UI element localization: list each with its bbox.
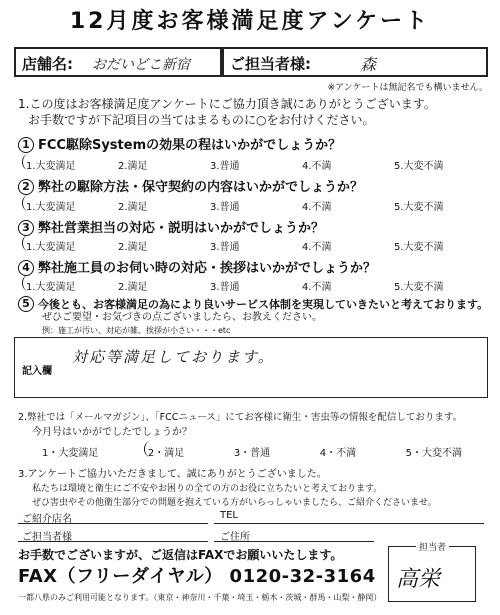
q2-option-2[interactable]: 2.満足 bbox=[118, 202, 148, 213]
s2-option-5[interactable]: 5・大変不満 bbox=[405, 448, 462, 459]
referral-staff-line[interactable] bbox=[18, 541, 208, 542]
q2-option-5[interactable]: 5.大変不満 bbox=[394, 202, 444, 213]
section-2-line-2: 今月号はいかがでしたでしょうか？ bbox=[32, 427, 192, 438]
fax-area-note: 一都八県のみご利用可能となります。（東京・神奈川・千葉・埼玉・栃木・茨城・群馬・山梨・静岡） bbox=[18, 593, 382, 602]
question-4-text: 弊社施工員のお伺い時の対応・挨拶はいかがでしょうか？ bbox=[38, 261, 377, 276]
store-name-label: 店舗名: bbox=[22, 55, 73, 73]
question-5-number: 5 bbox=[18, 296, 34, 312]
question-2-options bbox=[26, 198, 486, 213]
closing-text bbox=[18, 468, 437, 510]
intro-line-2: お手数ですが下記項目の当てはまるものに○をお付けください。 bbox=[28, 113, 375, 127]
referral-address-line[interactable] bbox=[214, 541, 374, 542]
question-1 bbox=[18, 134, 341, 153]
q1-option-3[interactable]: 3.普通 bbox=[210, 161, 240, 172]
comment-label: 記入欄 bbox=[22, 366, 52, 377]
q2-option-4[interactable]: 4.不満 bbox=[302, 202, 332, 213]
section-2-options bbox=[42, 444, 462, 459]
s2-option-2[interactable]: 2・満足 bbox=[148, 444, 184, 459]
section-2-line-1: 2.弊社では「メールマガジン」、「FCCニュース」にてお客様に衛生・害虫等の情報を配信しております。 bbox=[18, 412, 463, 423]
s2-option-1[interactable]: 1・大変満足 bbox=[42, 448, 99, 459]
q4-option-5[interactable]: 5.大変不満 bbox=[394, 282, 444, 293]
intro-text bbox=[18, 96, 436, 128]
question-5-example: 例：施工が汚い、対応が雑、挨拶が小さい・・・etc bbox=[42, 326, 231, 335]
q4-option-4[interactable]: 4.不満 bbox=[302, 282, 332, 293]
closing-line-3: ぜひ害虫やその他衛生部分での問題を抱えている方がいらっしゃいましたら、ご紹介くださいませ。 bbox=[32, 498, 437, 508]
q3-option-5[interactable]: 5.大変不満 bbox=[394, 242, 444, 253]
referral-name-label: ご紹介店名 bbox=[22, 514, 72, 525]
s2-option-4[interactable]: 4・不満 bbox=[319, 448, 357, 459]
referral-address-label: ご住所 bbox=[220, 532, 250, 543]
fax-number: FAX（フリーダイヤル） 0120-32-3164 bbox=[18, 566, 376, 587]
staff-signature: 高栄 bbox=[396, 567, 441, 592]
intro-line-1: 1.この度はお客様満足度アンケートにご協力頂き誠にありがとうございます。 bbox=[18, 97, 436, 111]
closing-line-1: 3.アンケートご協力いただきまして、誠にありがとうございました。 bbox=[18, 469, 327, 480]
question-5-subtext: ぜひご要望・お気づきの点ございましたら、お教えください。 bbox=[42, 312, 322, 323]
q3-option-1[interactable]: 1.大変満足 bbox=[26, 238, 118, 253]
referral-staff-label: ご担当者様 bbox=[22, 532, 72, 543]
q3-option-2[interactable]: 2.満足 bbox=[118, 242, 148, 253]
section-2 bbox=[18, 410, 462, 440]
referral-name-line[interactable] bbox=[18, 523, 208, 524]
question-5-text: 今後とも、お客様満足の為により良いサービス体制を実現していきたいと考えております。 bbox=[38, 298, 489, 311]
question-3-options bbox=[26, 238, 486, 253]
question-3-text: 弊社営業担当の対応・説明はいかがでしょうか？ bbox=[38, 221, 325, 236]
question-4-number: 4 bbox=[18, 260, 34, 276]
anonymous-note: ※アンケートは無記名でも構いません。 bbox=[327, 83, 488, 93]
q2-option-3[interactable]: 3.普通 bbox=[210, 202, 240, 213]
survey-title: 12月度お客様満足度アンケート bbox=[69, 9, 431, 34]
q4-option-3[interactable]: 3.普通 bbox=[210, 282, 240, 293]
question-2 bbox=[18, 176, 363, 195]
q4-option-2[interactable]: 2.満足 bbox=[118, 282, 148, 293]
q1-option-2[interactable]: 2.満足 bbox=[118, 161, 148, 172]
q4-option-1[interactable]: 1.大変満足 bbox=[26, 278, 118, 293]
question-2-text: 弊社の駆除方法・保守契約の内容はいかがでしょうか？ bbox=[38, 180, 364, 195]
q3-option-4[interactable]: 4.不満 bbox=[302, 242, 332, 253]
question-2-number: 2 bbox=[18, 179, 34, 195]
question-3-number: 3 bbox=[18, 220, 34, 236]
question-1-text: FCC駆除Systemの効果の程はいかがでしょうか？ bbox=[38, 138, 342, 153]
staff-name-label: ご担当者様: bbox=[230, 55, 311, 73]
question-4 bbox=[18, 257, 376, 276]
q1-option-1[interactable]: 1.大変満足 bbox=[26, 157, 118, 172]
staff-stamp-label: 担当者 bbox=[416, 540, 449, 553]
referral-tel-label: TEL bbox=[220, 510, 238, 521]
question-5 bbox=[18, 296, 488, 312]
s2-option-3[interactable]: 3・普通 bbox=[233, 448, 271, 459]
q2-option-1[interactable]: 1.大変満足 bbox=[26, 198, 118, 213]
referral-tel-line[interactable] bbox=[214, 523, 484, 524]
q1-option-5[interactable]: 5.大変不満 bbox=[394, 161, 444, 172]
store-name-value: おだいどこ新宿 bbox=[92, 57, 190, 73]
staff-name-value: 森 bbox=[360, 55, 377, 74]
question-1-number: 1 bbox=[18, 137, 34, 153]
question-3 bbox=[18, 217, 324, 236]
q3-option-3[interactable]: 3.普通 bbox=[210, 242, 240, 253]
return-note: お手数でございますが、ご返信はFAXでお願いいたします。 bbox=[18, 548, 343, 562]
closing-line-2: 私たちは環境と衛生にご不安やお困りの全ての方のお役に立ちたいと考えております。 bbox=[32, 484, 383, 494]
question-4-options bbox=[26, 278, 486, 293]
question-1-options bbox=[26, 157, 486, 172]
comment-text: 対応等満足しております。 bbox=[72, 348, 275, 366]
q1-option-4[interactable]: 4.不満 bbox=[302, 161, 332, 172]
